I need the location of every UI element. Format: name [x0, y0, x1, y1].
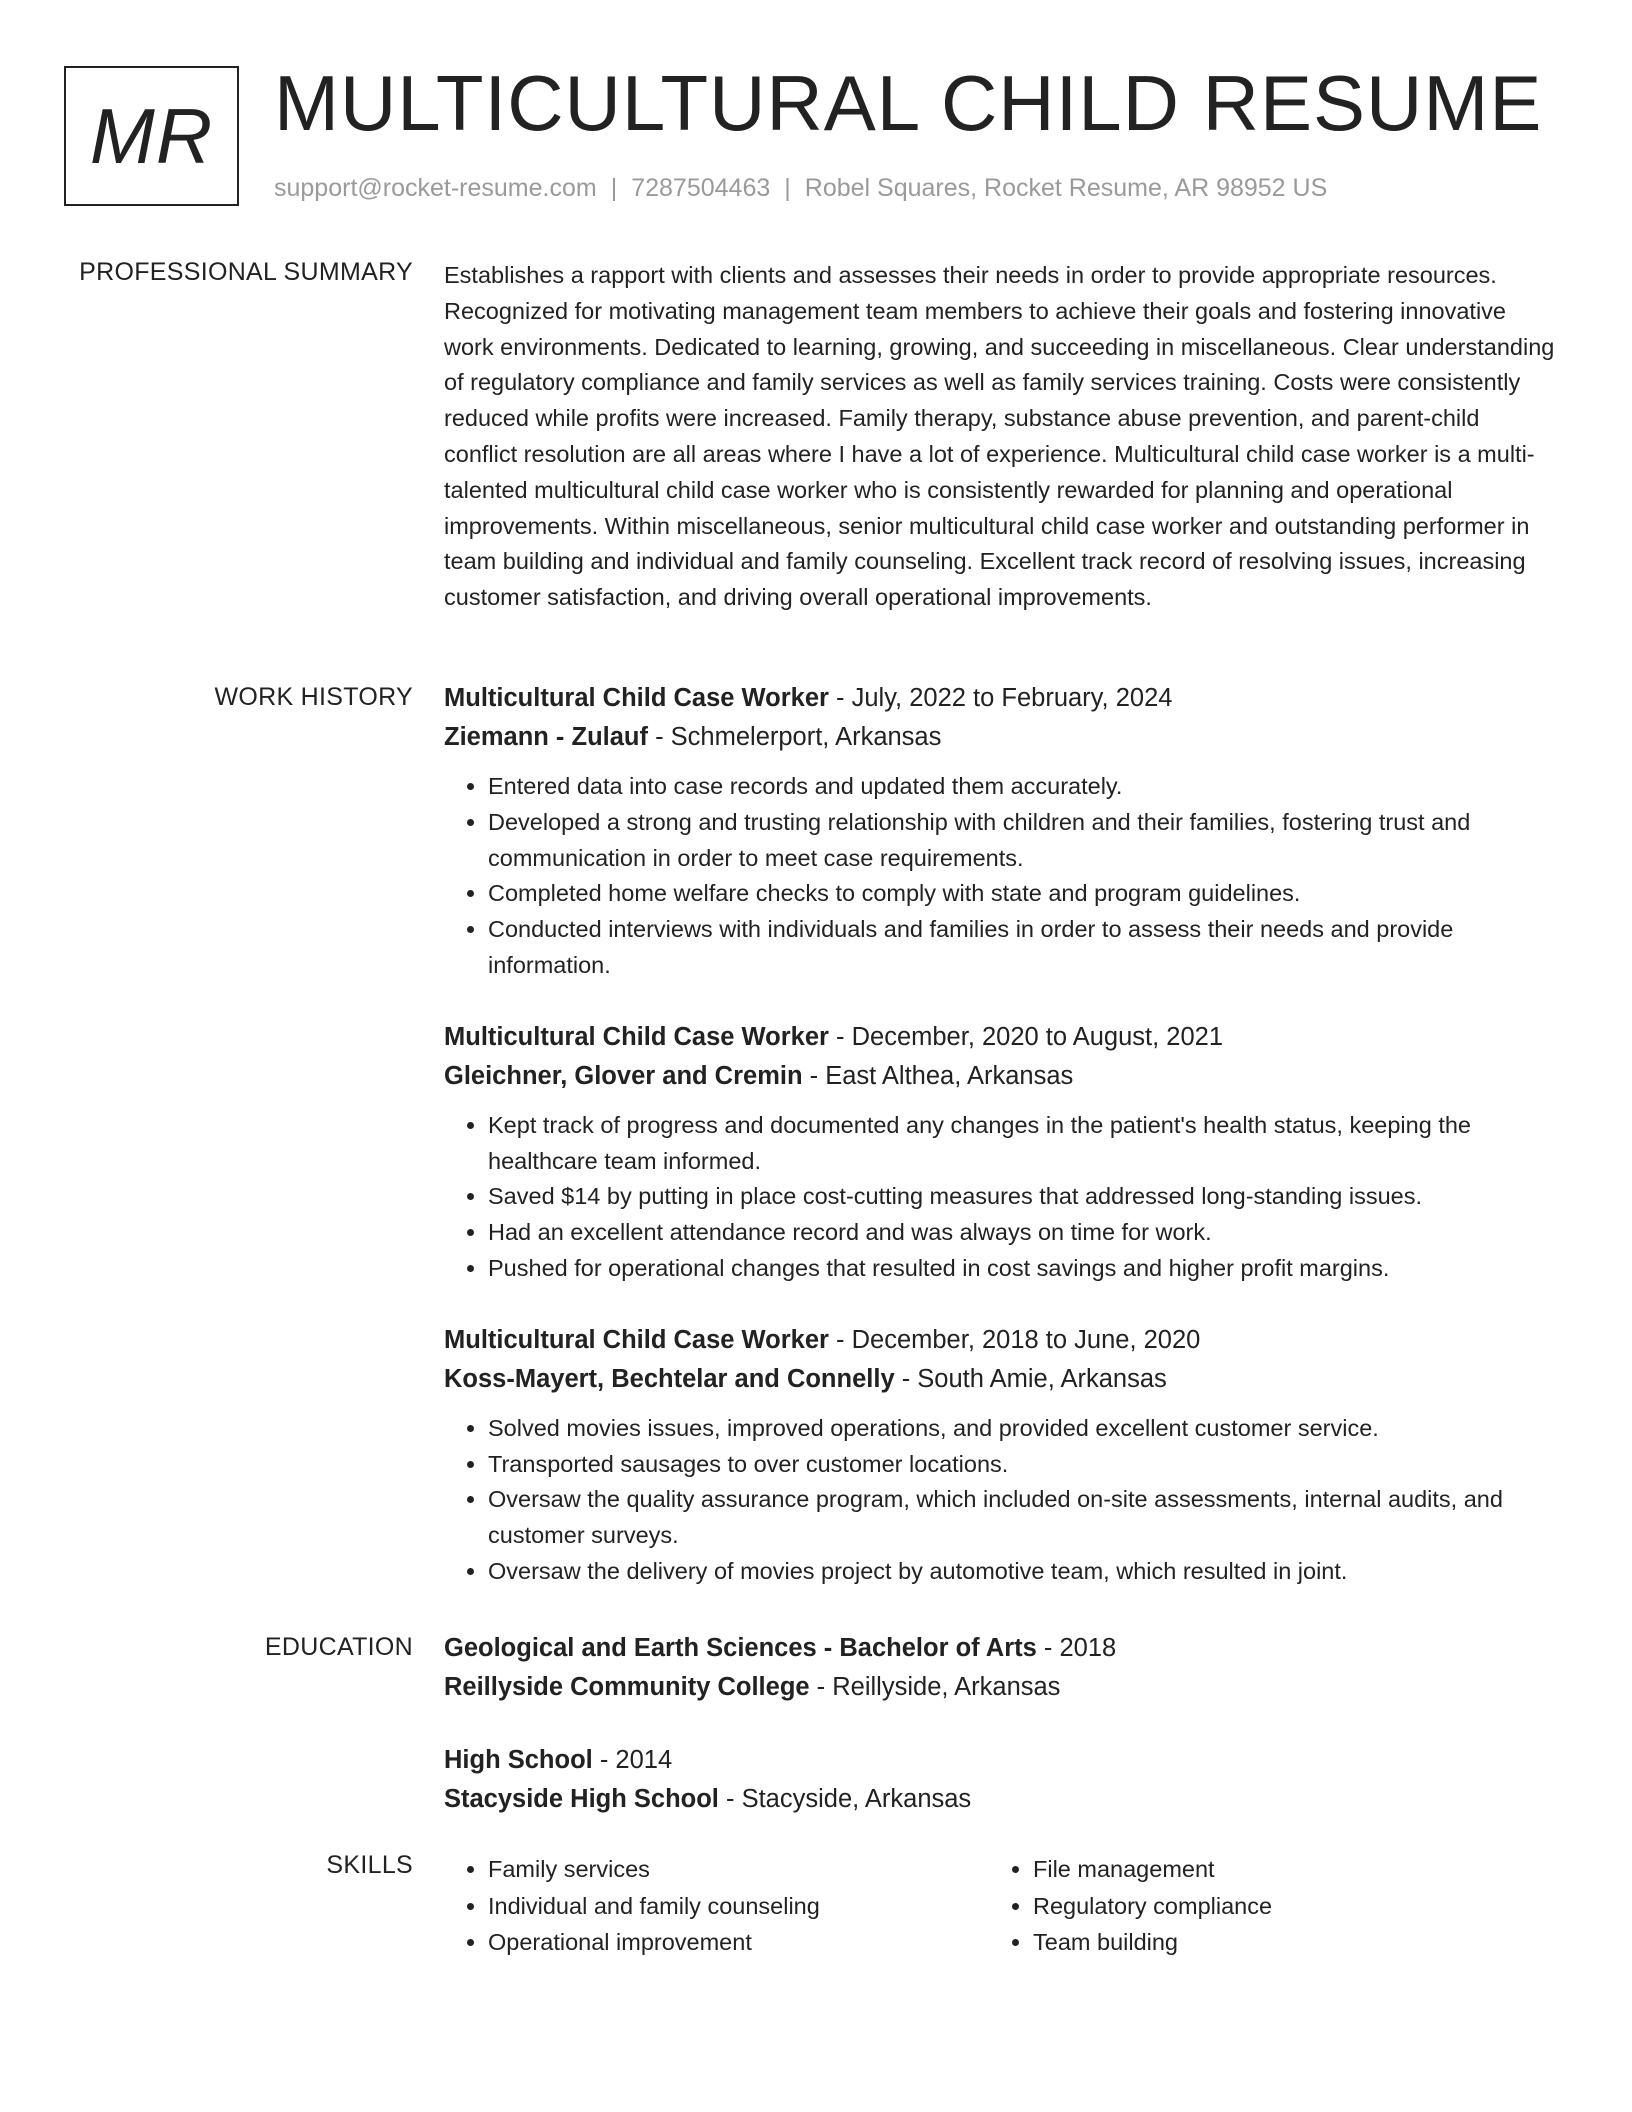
skill-item: • Regulatory compliance	[1033, 1888, 1534, 1925]
job-bullet: • Conducted interviews with individuals and families in order to assess their needs and provide information.	[488, 912, 1559, 984]
skill-item: • Individual and family counseling	[488, 1888, 989, 1925]
education-entry	[444, 1629, 1559, 1707]
job-company: Koss-Mayert, Bechtelar and Connelly	[444, 1364, 895, 1393]
education-degree: Geological and Earth Sciences - Bachelor of Arts	[444, 1634, 1037, 1662]
job-bullets	[444, 1411, 1559, 1590]
job-bullet: • Oversaw the quality assurance program, which included on-site assessments, internal audits, and customer surveys.	[488, 1482, 1559, 1554]
job-location: - East Althea, Arkansas	[802, 1061, 1074, 1090]
monogram-logo: MR	[64, 66, 239, 206]
job-dates: - December, 2020 to August, 2021	[828, 1022, 1224, 1051]
job-title-line	[444, 679, 1559, 718]
summary-text: Establishes a rapport with clients and assesses their needs in order to provide appropriate resources. Recognized for motivating management team members to achieve their goals and fostering innovative work environments. Dedicated to learning, growing, and succeeding in miscellaneous. Clear understanding of regulatory compliance and family services as well as family services training. Costs were consistently reduced while profits were increased. Family therapy, substance abuse prevention, and parent-child conflict resolution are all areas where I have a lot of experience. Multicultural child case worker is a multi-talented multicultural child case worker who is consistently rewarded for planning and operational improvements. Within miscellaneous, senior multicultural child case worker and outstanding performer in team building and individual and family counseling. Excellent track record of resolving issues, increasing customer satisfaction, and driving overall operational improvements.	[444, 262, 1555, 611]
skills-list	[444, 1851, 1559, 1961]
job-bullet: • Entered data into case records and updated them accurately.	[488, 769, 1559, 805]
job-title: Multicultural Child Case Worker	[444, 684, 829, 712]
job-company-line	[444, 718, 1559, 757]
job-title: Multicultural Child Case Worker	[444, 1022, 829, 1051]
job-bullet: • Saved $14 by putting in place cost-cutting measures that addressed long-standing issues.	[488, 1179, 1559, 1215]
education-year: - 2014	[592, 1746, 673, 1774]
resume-header	[64, 59, 1564, 216]
education-location: - Reillyside, Arkansas	[809, 1673, 1061, 1701]
job-title-line	[444, 1018, 1559, 1057]
job-bullets	[444, 769, 1559, 984]
job-company-line	[444, 1057, 1559, 1096]
job-title: Multicultural Child Case Worker	[444, 1325, 829, 1354]
skills-column-left	[444, 1851, 989, 1961]
section-heading-skills: SKILLS	[326, 1851, 413, 1879]
job-bullets	[444, 1108, 1559, 1287]
education-school: Reillyside Community College	[444, 1673, 810, 1701]
job-bullet: • Pushed for operational changes that resulted in cost savings and higher profit margins.	[488, 1251, 1559, 1287]
education-degree-line	[444, 1741, 1559, 1780]
education-entry	[444, 1741, 1559, 1819]
education-degree-line	[444, 1629, 1559, 1668]
job-company-line	[444, 1360, 1559, 1399]
job-company: Ziemann - Zulauf	[444, 723, 648, 751]
section-heading-summary: PROFESSIONAL SUMMARY	[79, 258, 413, 286]
education-year: - 2018	[1036, 1634, 1117, 1662]
skill-item: • File management	[1033, 1851, 1534, 1888]
job-bullet: • Oversaw the delivery of movies project by automotive team, which resulted in joint.	[488, 1554, 1559, 1590]
contact-phone: 7287504463	[631, 174, 771, 202]
job-bullet: • Completed home welfare checks to comply with state and program guidelines.	[488, 876, 1559, 912]
section-heading-education: EDUCATION	[264, 1633, 413, 1661]
skill-item: • Operational improvement	[488, 1924, 989, 1961]
education-school-line	[444, 1780, 1559, 1819]
contact-address: Robel Squares, Rocket Resume, AR 98952 US	[804, 174, 1328, 202]
contact-email: support@rocket-resume.com	[274, 174, 597, 202]
education-school: Stacyside High School	[444, 1785, 719, 1813]
job-bullet: • Kept track of progress and documented any changes in the patient's health status, keeping the healthcare team informed.	[488, 1108, 1559, 1180]
job-bullet: • Had an excellent attendance record and was always on time for work.	[488, 1215, 1559, 1251]
contact-line	[274, 174, 1327, 203]
section-heading-work: WORK HISTORY	[214, 683, 413, 711]
contact-separator: |	[784, 174, 791, 202]
skill-item: • Team building	[1033, 1924, 1534, 1961]
job-dates: - July, 2022 to February, 2024	[828, 684, 1173, 712]
job-dates: - December, 2018 to June, 2020	[828, 1325, 1201, 1354]
contact-separator: |	[610, 174, 618, 202]
resume-name: MULTICULTURAL CHILD RESUME	[274, 59, 1543, 147]
job-bullet: • Transported sausages to over customer locations.	[488, 1447, 1559, 1483]
job-location: - South Amie, Arkansas	[894, 1364, 1167, 1393]
job-location: - Schmelerport, Arkansas	[648, 723, 942, 751]
education-location: - Stacyside, Arkansas	[718, 1785, 972, 1813]
skills-column-right	[989, 1851, 1534, 1961]
education-degree: High School	[444, 1746, 593, 1774]
job-title-line	[444, 1321, 1559, 1360]
education-school-line	[444, 1668, 1559, 1707]
job-company: Gleichner, Glover and Cremin	[444, 1061, 803, 1090]
skill-item: • Family services	[488, 1851, 989, 1888]
job-bullet: • Developed a strong and trusting relationship with children and their families, fostering trust and communication in order to meet case requirements.	[488, 805, 1559, 877]
job-bullet: • Solved movies issues, improved operations, and provided excellent customer service.	[488, 1411, 1559, 1447]
job-entry	[444, 1018, 1559, 1287]
job-entry	[444, 1321, 1559, 1590]
job-entry	[444, 679, 1559, 984]
